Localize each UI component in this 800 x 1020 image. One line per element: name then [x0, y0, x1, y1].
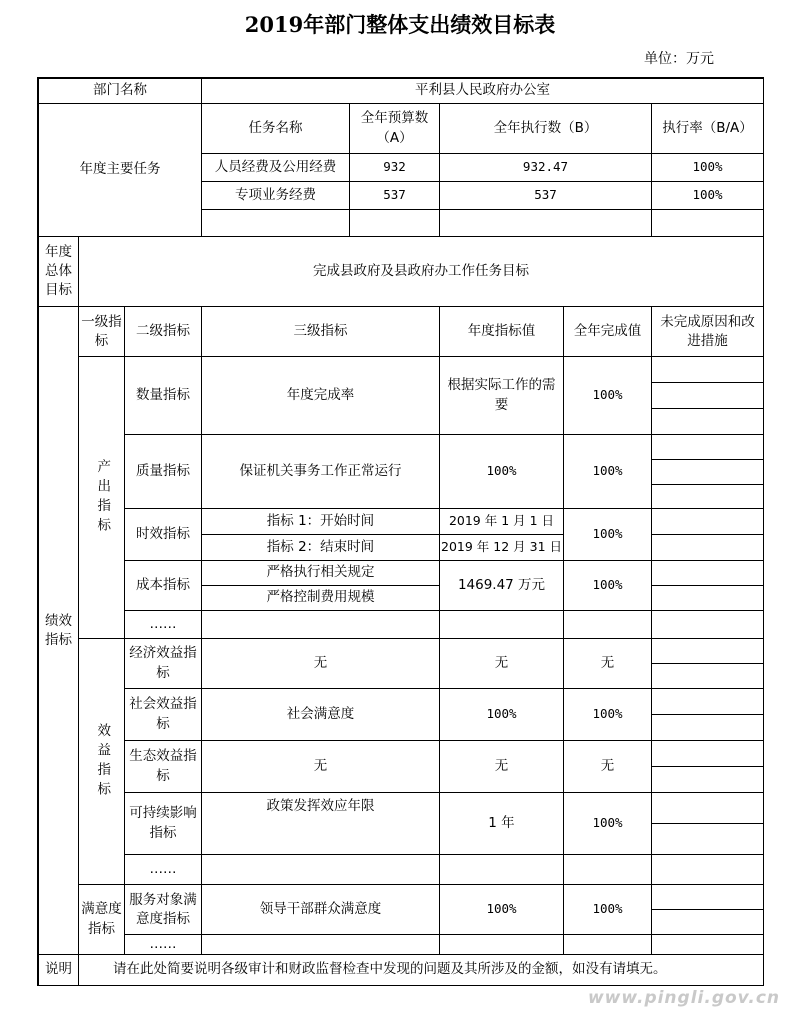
cost-name: 成本指标: [125, 561, 202, 611]
task-row-empty-rate: [652, 210, 764, 237]
benefit-more-target: [440, 855, 564, 885]
satisfaction-label: 满意度指标: [79, 885, 125, 955]
reason-cell: [652, 586, 764, 611]
tasks-header-budget: 全年预算数（A）: [350, 104, 440, 154]
perf-header-level1: 一级指标: [79, 307, 125, 357]
timeliness-target-2: 2019 年 12 月 31 日: [440, 535, 564, 561]
sustainable-done: 100%: [564, 793, 652, 855]
sustainable-item: 政策发挥效应年限: [202, 793, 440, 855]
cost-item-1: 严格执行相关规定: [202, 561, 440, 586]
reason-cell: [652, 611, 764, 639]
social-item: 社会满意度: [202, 689, 440, 741]
task-row-2-budget: 537: [350, 182, 440, 210]
perf-label: 绩效指标: [39, 307, 79, 955]
timeliness-name: 时效指标: [125, 509, 202, 561]
timeliness-done: 100%: [564, 509, 652, 561]
tasks-label: 年度主要任务: [39, 104, 202, 237]
output-label: 产出指标: [79, 357, 125, 639]
timeliness-item-2: 指标 2：结束时间: [202, 535, 440, 561]
reason-cell: [652, 935, 764, 955]
satisfaction-more-done: [564, 935, 652, 955]
dept-value: 平利县人民政府办公室: [202, 79, 764, 104]
perf-header-level3: 三级指标: [202, 307, 440, 357]
reason-cell: [652, 741, 764, 767]
service-name: 服务对象满意度指标: [125, 885, 202, 935]
watermark: www.pingli.gov.cn: [587, 988, 780, 1008]
satisfaction-more-item: [202, 935, 440, 955]
reason-cell: [652, 485, 764, 509]
economic-done: 无: [564, 639, 652, 689]
reason-cell: [652, 715, 764, 741]
note-label: 说明: [39, 955, 79, 986]
task-row-2-name: 专项业务经费: [202, 182, 350, 210]
task-row-1-actual: 932.47: [440, 154, 652, 182]
sustainable-name: 可持续影响指标: [125, 793, 202, 855]
reason-cell: [652, 664, 764, 689]
perf-header-done: 全年完成值: [564, 307, 652, 357]
reason-cell: [652, 460, 764, 485]
sustainable-target: 1 年: [440, 793, 564, 855]
tasks-header-actual: 全年执行数（B）: [440, 104, 652, 154]
service-done: 100%: [564, 885, 652, 935]
reason-cell: [652, 885, 764, 910]
economic-item: 无: [202, 639, 440, 689]
task-row-2-actual: 537: [440, 182, 652, 210]
task-row-2-rate: 100%: [652, 182, 764, 210]
service-item: 领导干部群众满意度: [202, 885, 440, 935]
cost-item-2: 严格控制费用规模: [202, 586, 440, 611]
reason-cell: [652, 535, 764, 561]
tasks-header-rate: 执行率（B/A）: [652, 104, 764, 154]
task-row-empty-budget: [350, 210, 440, 237]
performance-table: [37, 77, 764, 986]
benefit-label: 效益指标: [79, 639, 125, 885]
ecological-item: 无: [202, 741, 440, 793]
economic-name: 经济效益指标: [125, 639, 202, 689]
perf-header-level2: 二级指标: [125, 307, 202, 357]
reason-cell: [652, 435, 764, 460]
cost-done: 100%: [564, 561, 652, 611]
quality-item: 保证机关事务工作正常运行: [202, 435, 440, 509]
note-value: 请在此处简要说明各级审计和财政监督检查中发现的问题及其所涉及的金额，如没有请填无。: [79, 955, 764, 986]
quantity-done: 100%: [564, 357, 652, 435]
reason-cell: [652, 639, 764, 664]
output-more-target: [440, 611, 564, 639]
service-target: 100%: [440, 885, 564, 935]
reason-cell: [652, 383, 764, 409]
output-more: ……: [125, 611, 202, 639]
reason-cell: [652, 855, 764, 885]
timeliness-item-1: 指标 1：开始时间: [202, 509, 440, 535]
economic-target: 无: [440, 639, 564, 689]
quantity-name: 数量指标: [125, 357, 202, 435]
quantity-target: 根据实际工作的需要: [440, 357, 564, 435]
benefit-more: ……: [125, 855, 202, 885]
reason-cell: [652, 824, 764, 855]
social-target: 100%: [440, 689, 564, 741]
reason-cell: [652, 910, 764, 935]
task-row-1-budget: 932: [350, 154, 440, 182]
social-done: 100%: [564, 689, 652, 741]
overall-label: 年度总体目标: [39, 237, 79, 307]
dept-label: 部门名称: [39, 79, 202, 104]
satisfaction-more-target: [440, 935, 564, 955]
reason-cell: [652, 793, 764, 824]
perf-header-target: 年度指标值: [440, 307, 564, 357]
ecological-done: 无: [564, 741, 652, 793]
perf-header-reason: 未完成原因和改进措施: [652, 307, 764, 357]
ecological-target: 无: [440, 741, 564, 793]
reason-cell: [652, 561, 764, 586]
timeliness-target-1: 2019 年 1 月 1 日: [440, 509, 564, 535]
reason-cell: [652, 767, 764, 793]
satisfaction-more: ……: [125, 935, 202, 955]
task-row-1-rate: 100%: [652, 154, 764, 182]
task-row-empty-actual: [440, 210, 652, 237]
output-more-done: [564, 611, 652, 639]
page-title: 2019年部门整体支出绩效目标表: [244, 12, 556, 37]
reason-cell: [652, 409, 764, 435]
quality-name: 质量指标: [125, 435, 202, 509]
ecological-name: 生态效益指标: [125, 741, 202, 793]
output-more-item: [202, 611, 440, 639]
tasks-header-name: 任务名称: [202, 104, 350, 154]
task-row-1-name: 人员经费及公用经费: [202, 154, 350, 182]
reason-cell: [652, 509, 764, 535]
benefit-more-done: [564, 855, 652, 885]
quantity-item: 年度完成率: [202, 357, 440, 435]
reason-cell: [652, 357, 764, 383]
social-name: 社会效益指标: [125, 689, 202, 741]
task-row-empty-name: [202, 210, 350, 237]
quality-done: 100%: [564, 435, 652, 509]
reason-cell: [652, 689, 764, 715]
cost-target: 1469.47 万元: [440, 561, 564, 611]
unit-label: 单位：万元: [644, 51, 714, 67]
quality-target: 100%: [440, 435, 564, 509]
overall-value: 完成县政府及县政府办工作任务目标: [79, 237, 764, 307]
benefit-more-item: [202, 855, 440, 885]
